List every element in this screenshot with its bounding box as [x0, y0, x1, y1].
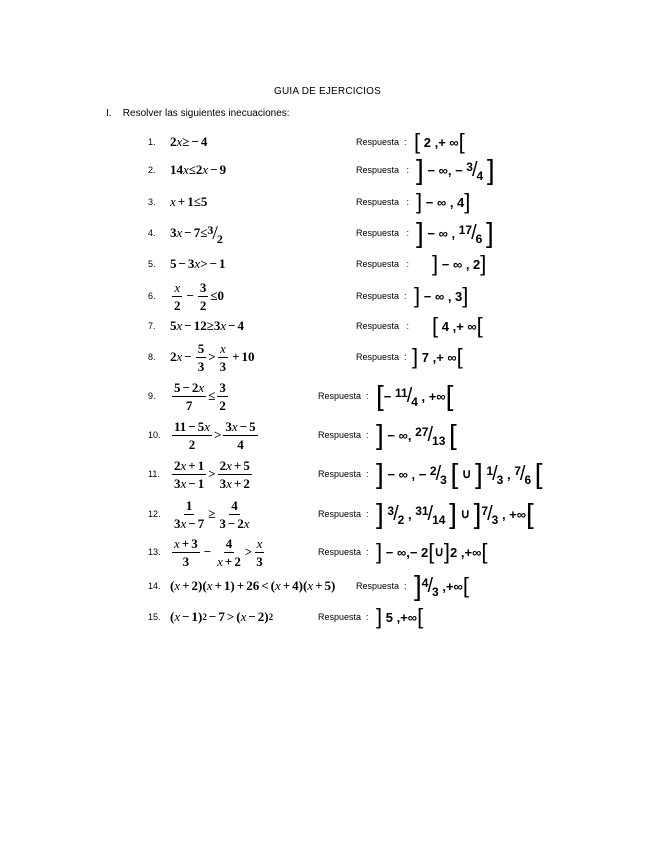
answer-label: Respuesta : [356, 228, 410, 238]
exercise-row [0, 376, 655, 416]
exercise-row [0, 532, 655, 572]
inequality: 2 x ≥ − 4 [170, 134, 208, 149]
inequality: 2 x − $\frac{5}{3}$ > $\frac{x}{3}$ + 10 [170, 340, 255, 374]
answer: [ 4 ,+ ∞ [ [432, 313, 483, 338]
inequality: $\frac{x + 3}{3}$ − $\frac{4}{x + 2}$ > $\frac{x}{3}$ [174, 535, 263, 569]
answer: ] − ∞ , 3 ] [414, 283, 469, 308]
exercise-row [0, 311, 655, 341]
answer-label: Respuesta : [318, 430, 369, 440]
exercise-row [0, 415, 655, 455]
answer: ] − ∞, 27 / 13 [ [376, 419, 457, 450]
exercise-row [0, 155, 655, 185]
inequality: 5 − 3 x > − 1 [170, 256, 226, 271]
exercise-row [0, 454, 655, 494]
exercise-number: 13. [148, 547, 161, 557]
exercise-number: 14. [148, 581, 161, 591]
exercise-row [0, 249, 655, 279]
inequality: 3 x − 7≤ 3 / 2 [170, 221, 223, 246]
answer-label: Respuesta : [356, 581, 407, 591]
inequality: ( x − 1) 2 − 7 > ( x − 2) 2 [170, 609, 274, 624]
inequality: x + 1≤5 [170, 194, 208, 209]
exercise-number: 10. [148, 430, 161, 440]
exercise-row [0, 571, 655, 601]
answer-label: Respuesta : [318, 391, 369, 401]
answer: ] 5 ,+∞ [ [376, 604, 424, 629]
page-title: GUIA DE EJERCICIOS [274, 86, 381, 97]
section-instruction: Resolver las siguientes inecuaciones: [122, 108, 290, 119]
inequality: ( x + 2)( x + 1) + 26 < ( x + 4)( x + 5) [170, 578, 336, 593]
answer: ] 7 ,+ ∞ [ [412, 344, 463, 369]
answer-label: Respuesta : [356, 165, 410, 175]
exercise-row [0, 218, 655, 248]
exercise-number: 1. [148, 137, 156, 147]
inequality: $\frac{2x + 1}{3x - 1}$ > $\frac{2x + 5}{3x + 2}$ [174, 457, 250, 491]
answer-label: Respuesta : [356, 321, 410, 331]
answer: [ 2 ,+ ∞ [ [414, 129, 465, 154]
exercise-row [0, 338, 655, 376]
inequality: $\frac{1}{3x - 7}$ ≥ $\frac{4}{3 - 2x}$ [174, 497, 250, 531]
exercise-row [0, 127, 655, 157]
exercise-number: 4. [148, 228, 156, 238]
answer: ] − ∞ , 4 ] [416, 189, 471, 214]
answer-label: Respuesta : [356, 137, 407, 147]
answer-label: Respuesta : [318, 469, 369, 479]
exercise-row [0, 278, 655, 314]
section-heading [106, 108, 290, 119]
inequality: 14 x ≤2 x − 9 [170, 162, 227, 177]
exercise-number: 11. [148, 469, 160, 479]
answer-label: Respuesta : [356, 291, 407, 301]
answer-label: Respuesta : [356, 259, 410, 269]
exercise-number: 6. [148, 291, 156, 301]
answer: [ − 11 / 4 , +∞ [ [376, 380, 454, 411]
exercise-number: 3. [148, 197, 156, 207]
answer-label: Respuesta : [356, 352, 407, 362]
answer: ] 4 / 3 ,+∞ [ [414, 570, 469, 601]
exercise-number: 15. [148, 612, 161, 622]
section-numeral: I. [106, 108, 112, 119]
inequality: $\frac{x}{2}$ − $\frac{3}{2}$ ≤0 [174, 279, 225, 313]
answer: ] − ∞ , 2 ] [432, 251, 487, 276]
answer: ] − ∞ , − 2 / 3 [ ∪ ] 1 / 3 , 7 / 6 [ [376, 458, 543, 489]
answer: ] − ∞, − 3 / 4 ] [416, 154, 495, 185]
exercise-number: 7. [148, 321, 156, 331]
exercise-row [0, 187, 655, 217]
answer-label: Respuesta : [318, 547, 369, 557]
answer-label: Respuesta : [318, 509, 369, 519]
exercise-number: 2. [148, 165, 156, 175]
exercise-number: 8. [148, 352, 156, 362]
answer: ] − ∞ , 17 / 6 ] [416, 217, 494, 248]
inequality: $\frac{5 - 2x}{7}$ ≤ $\frac{3}{2}$ [174, 379, 226, 413]
exercise-row [0, 602, 655, 632]
answer-label: Respuesta : [356, 197, 410, 207]
answer: ] 3 / 2 , 31 / 14 ] ∪ ] 7 / 3 , +∞ [ [376, 498, 534, 529]
exercise-number: 12. [148, 509, 161, 519]
answer-label: Respuesta : [318, 612, 369, 622]
exercise-number: 9. [148, 391, 156, 401]
exercise-row [0, 494, 655, 534]
inequality: 5 x − 12≥3 x − 4 [170, 318, 245, 333]
inequality: $\frac{11 - 5x}{2}$ > $\frac{3x - 5}{4}$ [174, 418, 256, 452]
answer: ] − ∞,− 2 [ ∪ ] 2 ,+∞ [ [376, 539, 488, 564]
exercise-number: 5. [148, 259, 156, 269]
